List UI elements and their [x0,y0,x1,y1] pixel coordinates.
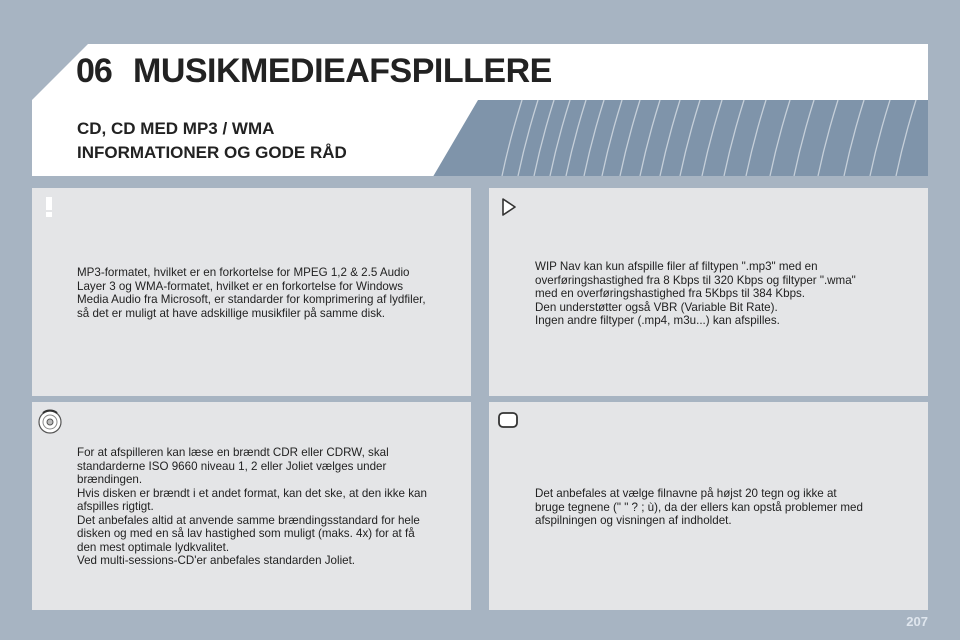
section-title [77,117,347,165]
play-triangle-icon [496,195,520,219]
page-number: 207 [906,614,928,629]
panel-text-mp3-format: MP3-formatet, hvilket er en forkortelse for MPEG 1,2 & 2.5 Audio Layer 3 og WMA-formatet, hvilket er en forkortelse for Windows Media Audio fra Microsoft, er standarder for komprimering af lydfiler, så det er muligt at have adskillige musikfiler på samme disk. [77,266,426,320]
warning-exclamation-icon [37,195,61,219]
panel-text-file-names: Det anbefales at vælge filnavne på højst 20 tegn og ikke at bruge tegnene (" " ? ; ù), da der ellers kan opstå problemer med afspilningen og visningen af indholdet. [535,487,863,527]
rounded-rectangle-icon [496,409,520,431]
section-title-line1: CD, CD MED MP3 / WMA [77,119,275,138]
chapter-title: MUSIKMEDIEAFSPILLERE [133,52,552,90]
cd-disc-icon [37,409,63,435]
chapter-number: 06 [76,52,112,90]
section-title-line2: INFORMATIONER OG GODE RÅD [77,143,347,162]
panel-text-file-types: WIP Nav kan kun afspille filer af filtypen ".mp3" med en overføringshastighed fra 8 Kbps til 320 Kbps og filtyper ".wma" med en overføringshastighed fra 5Kbps til 384 Kbps. Den understøtter også VBR (Variable Bit Rate). Ingen andre filtyper (.mp4, m3u...) kan afspilles. [535,260,856,327]
panel-text-burning: For at afspilleren kan læse en brændt CDR eller CDRW, skal standarderne ISO 9660 niveau 1, 2 eller Joliet vælges under brændingen. Hvis disken er brændt i et andet format, kan det ske, at den ikke kan afspilles rigtigt. Det anbefales altid at anvende samme brændingsstandard for hele disken og med en så lav hastighed som muligt (maks. 4x) for at få den mest optimale lydkvalitet. Ved multi-sessions-CD'er anbefales standarden Joliet. [77,446,427,567]
